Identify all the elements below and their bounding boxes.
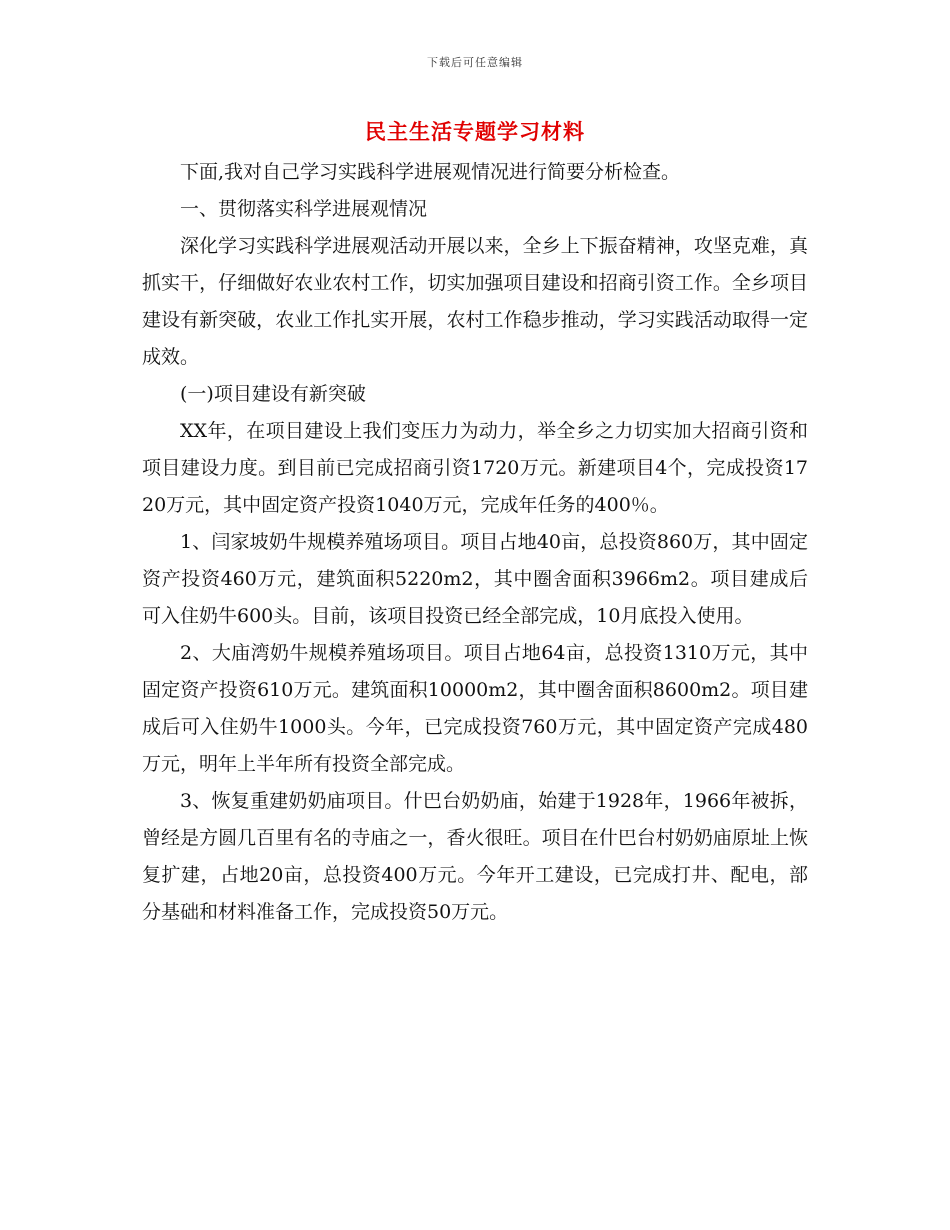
section-heading-1: 一、贯彻落实科学进展观情况 — [180, 198, 428, 220]
paragraph-investment-summary: XX年，在项目建设上我们变压力为动力，举全乡之力切实加大招商引资和项目建设力度。到目前已完成招商引资1720万元。新建项目4个，完成投资1720万元，其中固定资产投资1040万元，完成年任务的400％。 — [142, 420, 808, 516]
paragraph-project-3: 3、恢复重建奶奶庙项目。什巴台奶奶庙，始建于1928年，1966年被拆，曾经是方圆几百里有名的寺庙之一，香火很旺。项目在什巴台村奶奶庙原址上恢复扩建，占地20亩，总投资400万元。今年开工建设，已完成打井、配电，部分基础和材料准备工作，完成投资50万元。 — [142, 790, 808, 923]
paragraph-project-1: 1、闫家坡奶牛规模养殖场项目。项目占地40亩，总投资860万，其中固定资产投资460万元，建筑面积5220m2，其中圈舍面积3966m2。项目建成后可入住奶牛600头。目前，该项目投资已经全部完成，10月底投入使用。 — [142, 531, 808, 627]
subsection-heading-1: (一)项目建设有新突破 — [180, 383, 366, 405]
paragraph-project-2: 2、大庙湾奶牛规模养殖场项目。项目占地64亩，总投资1310万元，其中固定资产投资610万元。建筑面积10000m2，其中圈舍面积8600m2。项目建成后可入住奶牛1000头。今年，已完成投资760万元，其中固定资产完成480万元，明年上半年所有投资全部完成。 — [142, 642, 808, 775]
document-title: 民主生活专题学习材料 — [365, 119, 585, 144]
header-note: 下载后可任意编辑 — [427, 56, 523, 69]
paragraph-overview: 深化学习实践科学进展观活动开展以来，全乡上下振奋精神，攻坚克难，真抓实干，仔细做好农业农村工作，切实加强项目建设和招商引资工作。全乡项目建设有新突破，农业工作扎实开展，农村工作稳步推动，学习实践活动取得一定成效。 — [142, 235, 808, 368]
paragraph-intro: 下面,我对自己学习实践科学进展观情况进行简要分析检查。 — [180, 161, 681, 183]
document-body — [142, 154, 808, 931]
